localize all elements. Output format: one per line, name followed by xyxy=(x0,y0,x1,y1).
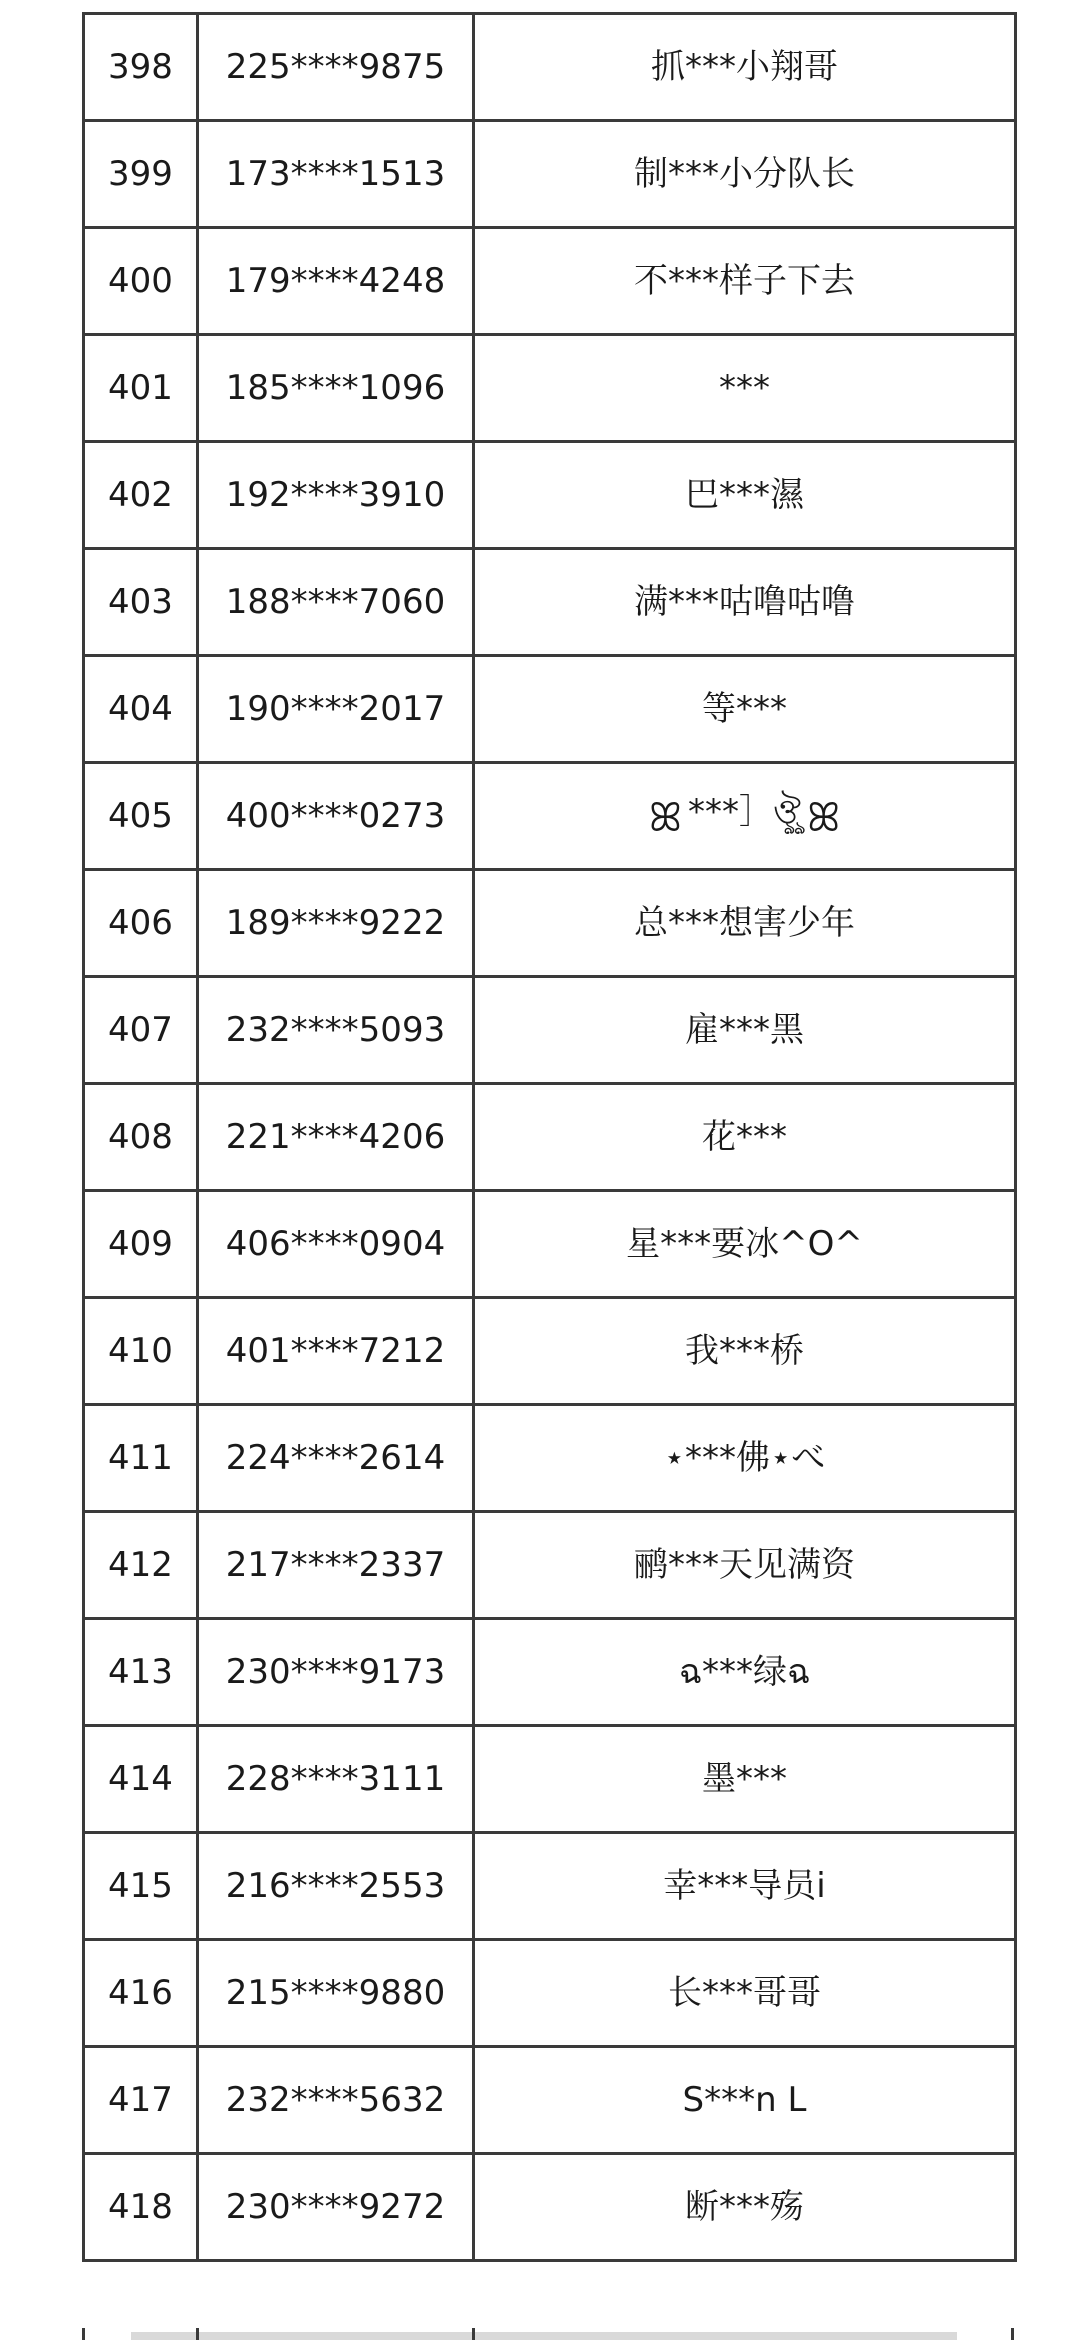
masked-nickname: 鹂***天见满资 xyxy=(474,1512,1016,1619)
row-number: 417 xyxy=(84,2047,198,2154)
masked-phone: 179****4248 xyxy=(198,228,474,335)
table-row xyxy=(84,14,1016,121)
row-number: 410 xyxy=(84,1298,198,1405)
row-number: 401 xyxy=(84,335,198,442)
row-number: 398 xyxy=(84,14,198,121)
table-row xyxy=(84,228,1016,335)
masked-phone: 192****3910 xyxy=(198,442,474,549)
masked-nickname: 花*** xyxy=(474,1084,1016,1191)
masked-nickname: ***］ঔৣ xyxy=(688,791,801,832)
masked-nickname: ⋆***佛⋆べ xyxy=(474,1405,1016,1512)
masked-nickname: S***n L xyxy=(474,2047,1016,2154)
table-row xyxy=(84,656,1016,763)
masked-phone: 400****0273 xyxy=(198,763,474,870)
masked-nickname: ฉ***绿ฉ xyxy=(474,1619,1016,1726)
row-number: 414 xyxy=(84,1726,198,1833)
fleuron-right-icon: ꕤ xyxy=(806,794,841,841)
table-row xyxy=(84,1298,1016,1405)
table-row xyxy=(84,1833,1016,1940)
row-number: 405 xyxy=(84,763,198,870)
table-row xyxy=(84,2154,1016,2261)
table-row xyxy=(84,1619,1016,1726)
column-divider xyxy=(196,2328,199,2340)
table-row xyxy=(84,2047,1016,2154)
masked-nickname: 墨*** xyxy=(474,1726,1016,1833)
table-row xyxy=(84,335,1016,442)
row-number: 407 xyxy=(84,977,198,1084)
masked-nickname-cell xyxy=(474,763,1016,870)
row-number: 412 xyxy=(84,1512,198,1619)
masked-phone: 406****0904 xyxy=(198,1191,474,1298)
table-row xyxy=(84,1084,1016,1191)
masked-nickname: 长***哥哥 xyxy=(474,1940,1016,2047)
masked-phone: 188****7060 xyxy=(198,549,474,656)
masked-nickname: 雇***黑 xyxy=(474,977,1016,1084)
masked-nickname: *** xyxy=(474,335,1016,442)
masked-phone: 221****4206 xyxy=(198,1084,474,1191)
row-number: 399 xyxy=(84,121,198,228)
masked-phone: 224****2614 xyxy=(198,1405,474,1512)
row-number: 418 xyxy=(84,2154,198,2261)
row-number: 408 xyxy=(84,1084,198,1191)
masked-nickname: 制***小分队长 xyxy=(474,121,1016,228)
table-row xyxy=(84,1940,1016,2047)
masked-nickname: 我***桥 xyxy=(474,1298,1016,1405)
row-number: 402 xyxy=(84,442,198,549)
next-row-cutoff xyxy=(82,2328,1014,2340)
masked-nickname: 星***要冰^O^ xyxy=(474,1191,1016,1298)
masked-phone: 185****1096 xyxy=(198,335,474,442)
masked-nickname: 不***样子下去 xyxy=(474,228,1016,335)
masked-phone: 225****9875 xyxy=(198,14,474,121)
fleuron-left-icon: ꕤ xyxy=(648,794,683,841)
masked-phone: 232****5093 xyxy=(198,977,474,1084)
table-row xyxy=(84,1191,1016,1298)
winners-table-container xyxy=(82,12,1014,2262)
table-row xyxy=(84,1726,1016,1833)
table-row xyxy=(84,121,1016,228)
masked-nickname: 巴***濕 xyxy=(474,442,1016,549)
table-row xyxy=(84,549,1016,656)
masked-phone: 230****9272 xyxy=(198,2154,474,2261)
masked-phone: 401****7212 xyxy=(198,1298,474,1405)
table-row xyxy=(84,870,1016,977)
table-row xyxy=(84,977,1016,1084)
table-row xyxy=(84,1512,1016,1619)
row-number: 409 xyxy=(84,1191,198,1298)
row-shadow-strip xyxy=(131,2332,957,2340)
row-number: 404 xyxy=(84,656,198,763)
masked-phone: 230****9173 xyxy=(198,1619,474,1726)
table-row xyxy=(84,442,1016,549)
row-number: 400 xyxy=(84,228,198,335)
masked-nickname: 幸***导员i xyxy=(474,1833,1016,1940)
masked-phone: 189****9222 xyxy=(198,870,474,977)
masked-phone: 217****2337 xyxy=(198,1512,474,1619)
column-divider xyxy=(472,2328,475,2340)
masked-nickname: 断***殇 xyxy=(474,2154,1016,2261)
row-number: 415 xyxy=(84,1833,198,1940)
row-number: 403 xyxy=(84,549,198,656)
masked-phone: 232****5632 xyxy=(198,2047,474,2154)
row-number: 411 xyxy=(84,1405,198,1512)
row-number: 406 xyxy=(84,870,198,977)
masked-phone: 216****2553 xyxy=(198,1833,474,1940)
masked-phone: 228****3111 xyxy=(198,1726,474,1833)
table-row xyxy=(84,763,1016,870)
masked-nickname: 总***想害少年 xyxy=(474,870,1016,977)
masked-nickname: 等*** xyxy=(474,656,1016,763)
masked-nickname: 满***咕噜咕噜 xyxy=(474,549,1016,656)
winners-table xyxy=(82,12,1017,2262)
table-row xyxy=(84,1405,1016,1512)
masked-phone: 215****9880 xyxy=(198,1940,474,2047)
masked-nickname: 抓***小翔哥 xyxy=(474,14,1016,121)
masked-phone: 173****1513 xyxy=(198,121,474,228)
masked-phone: 190****2017 xyxy=(198,656,474,763)
row-number: 416 xyxy=(84,1940,198,2047)
row-number: 413 xyxy=(84,1619,198,1726)
